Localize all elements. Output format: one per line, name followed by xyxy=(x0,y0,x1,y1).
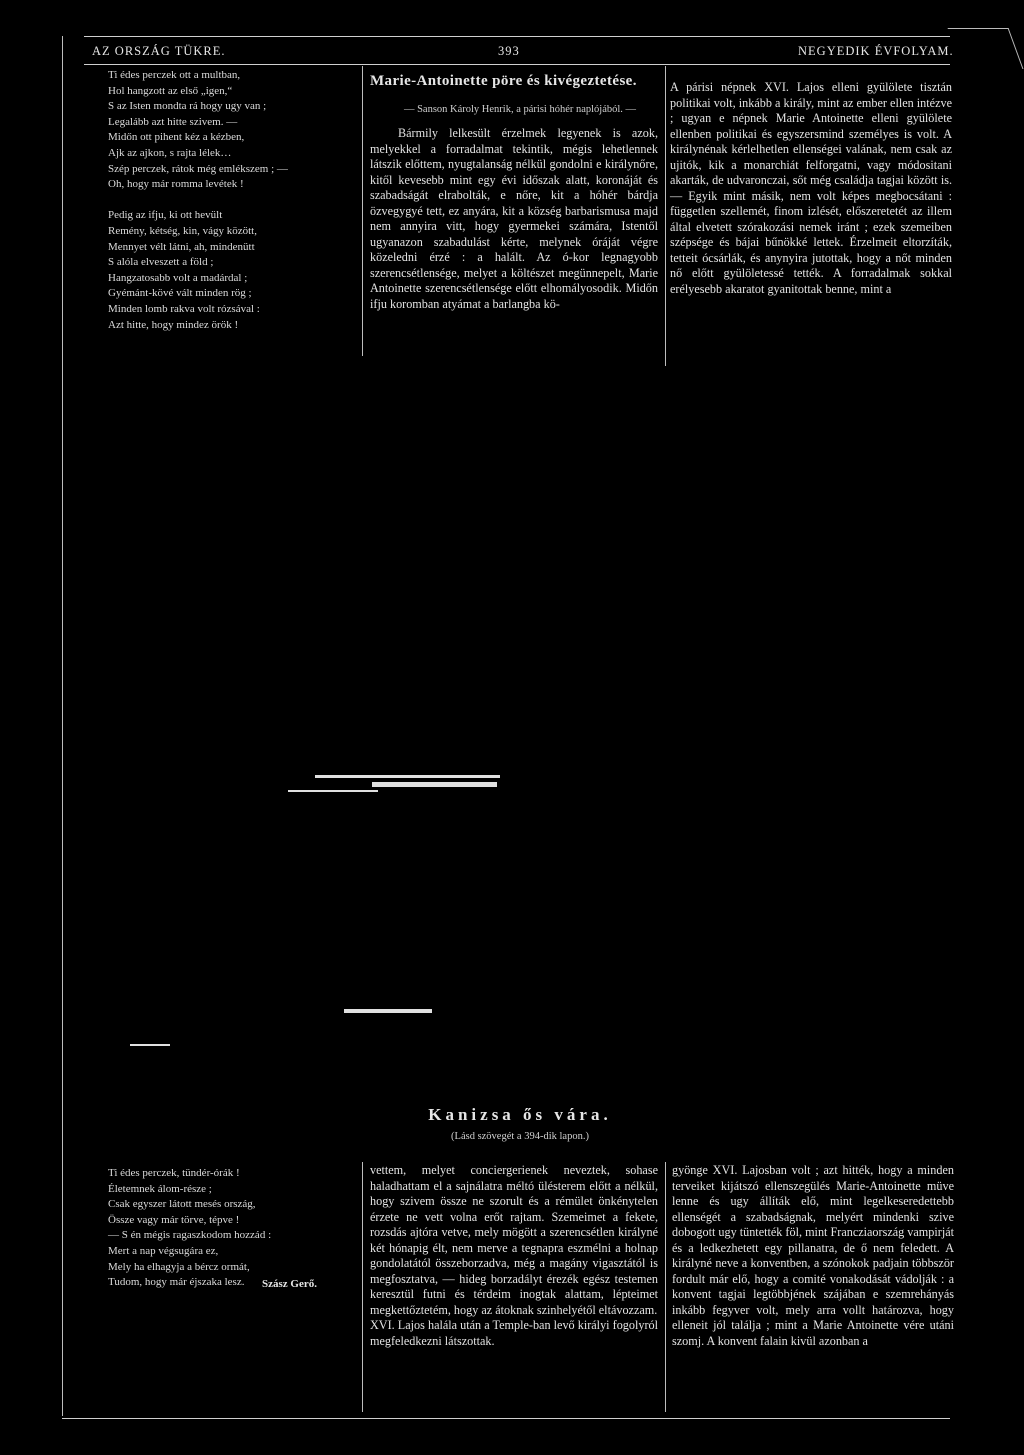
image-mark xyxy=(288,790,378,792)
page-left-border xyxy=(62,36,63,1416)
image-mark xyxy=(315,775,500,778)
article-column-3-top: A párisi népnek XVI. Lajos elleni gyülölete tisztán politikai volt, inkább a király, mint az ember ellen intézve ; ugyan e népnek Marie Antoinette elleni gyülölete ellenben politikai és egyszersmind személyes is volt. A királynénak kérlelhetlen ellenségei valának, nem csak az ujitók, kik a monarchiát felforgatni, vagy módositani akarták, de udvaronczai, sőt még családja tagjai között is. — Egyik mint másik, nem volt képes megbocsátani : független szellemét, finom izlését, előszeretetét az illem által elvetett szórakozási nemek iránt ; ezek szemeiben szépsége és bájai bűnökké lettek. Érzelmeit eltorzíták, tetteit ócsárlák, és anynyira jutottak, hogy a nőt minden nő előtt gyülöletessé tették. A forradalmak sokkal erélyesebb akaratot gyanitottak benne, mint a xyxy=(670,80,952,296)
poem-top: Ti édes perczek ott a multban, Hol hangzott az első „igen,“ S az Isten mondta rá hogy ugy van ; Legalább azt hitte szivem. — Midőn ott pihent kéz a kézben, Ajk az ajkon, s rajta lélek… Szép perczek, rátok még emlékszem ; — Oh, hogy már romma levétek ! Pedig az ifju, ki ott hevült Remény, kétség, kin, vágy között, Mennyet vélt látni, ah, mindenütt S alóla elveszett a föld ; Hangzatosabb volt a madárdal ; Gyémánt-kövé vált minden rög ; Minden lomb rakva volt rózsával : Azt hitte, hogy mindez örök ! xyxy=(108,69,288,331)
page-corner-decoration xyxy=(948,28,1024,69)
running-head-left: AZ ORSZÁG TÜKRE. xyxy=(92,44,226,58)
page-number: 393 xyxy=(498,44,520,58)
image-caption-title: Kanizsa ős vára. xyxy=(428,1105,612,1124)
article-subtitle: — Sanson Károly Henrik, a párisi hóhér naplójából. — xyxy=(403,104,637,115)
footer-rule xyxy=(62,1418,950,1419)
poem-bottom: Ti édes perczek, tündér-órák ! Életemnek álom-része ; Csak egyszer látott mesés ország, Össze vagy már törve, tépve ! — S én mégis ragaszkodom hozzád : Mert a nap végsugára ez, Mely ha elhagyja a bércz ormát, Tudom, hogy már éjszaka lesz. xyxy=(108,1167,272,1289)
column-divider-1-top xyxy=(362,66,363,356)
column-divider-1-bottom xyxy=(362,1162,363,1412)
image-caption-note: (Lásd szövegét a 394-dik lapon.) xyxy=(451,1131,589,1142)
image-mark xyxy=(372,782,497,787)
image-mark xyxy=(344,1009,432,1013)
article-title: Marie-Antoinette pöre és kivégeztetése. xyxy=(370,73,637,89)
image-mark xyxy=(130,1044,170,1046)
header-top-rule xyxy=(84,36,950,37)
poem-signature: Szász Gerő. xyxy=(262,1278,317,1290)
column-divider-2-bottom xyxy=(665,1162,666,1412)
article-column-3-bottom: gyönge XVI. Lajosban volt ; azt hitték, hogy a minden terveiket kijátszó ellenszegülés Marie-Antoinette müve lenne és ugy állíták elő, mint legelkeseredettebb ellenségét a szabadságnak, melyért mindenki szive dobogott ugy tüntették föl, mint Francziaország vampirját és a ledkezhetett egy pillanatra, de ő nem feledett. A királyné neve a konventben, a szónokok padjain többször fordult már elő, hogy a comité vonakodását vádolják : a konvent tagjai legtöbbjének szájában e szemrehányás inkább fegyver volt, mely arra vollt határozva, hogy elleneit jól találja ; mint a Marie Antoinette vére utáni szomj. A konvent falain kivül azonban a xyxy=(672,1163,954,1348)
running-head-right: NEGYEDIK ÉVFOLYAM. xyxy=(798,44,954,58)
header-bottom-rule xyxy=(84,64,950,65)
article-column-2-bottom: vettem, melyet conciergerienek neveztek, sohase haladhattam el a sajnálatra méltó ülésterem előtt a nélkül, hogy szivem össze ne szorult és a rémület önkénytelen érzete ne vett volna erőt rajtam. Szemeimet a fekete, rozsdás ajtóra vetve, mely mögött a szerencsétlen királyné két hónapig élt, nem merve a tegnapra eszmélni a holnap gondolatától összeborzadva, még a magány vigasztától is megfosztatva, — hideg borzadályt érezék egész testemen keresztül futni és térdeim inogtak alattam, lépteimet megkettőztetém, hogy az átoknak szinhelyétől eltávozzam. XVI. Lajos halála után a Temple-ban levő királyi fogolyról megfeledkezni látszottak. xyxy=(370,1163,658,1348)
article-column-2-top: Bármily lelkesült érzelmek legyenek is azok, melyekkel a forradalmat tekintik, mégis lehetlennek látszik előttem, nyugtalanság nélkül gondolni e királynőre, kitől kevesebb mint egy évi időszak alatt, koronáját és szabadságát elrabolták, e nőre, kit a hóhér bárdja özvegygyé tett, ez anyára, kit a község barbarismusa majd nem annyira vitt, hogy gyermekei számára, Istentől ugyanazon szabadulást kérte, melynek óráját végre közeledni érzé : a halált. Az ó-kor legnagyobb szerencsétlensége, melyet a költészet megünnepelt, Marie Antoinette szerencsétlensége előtt elhomályosodik. Midőn ifju koromban atyámat a barlangba kö- xyxy=(370,126,658,311)
